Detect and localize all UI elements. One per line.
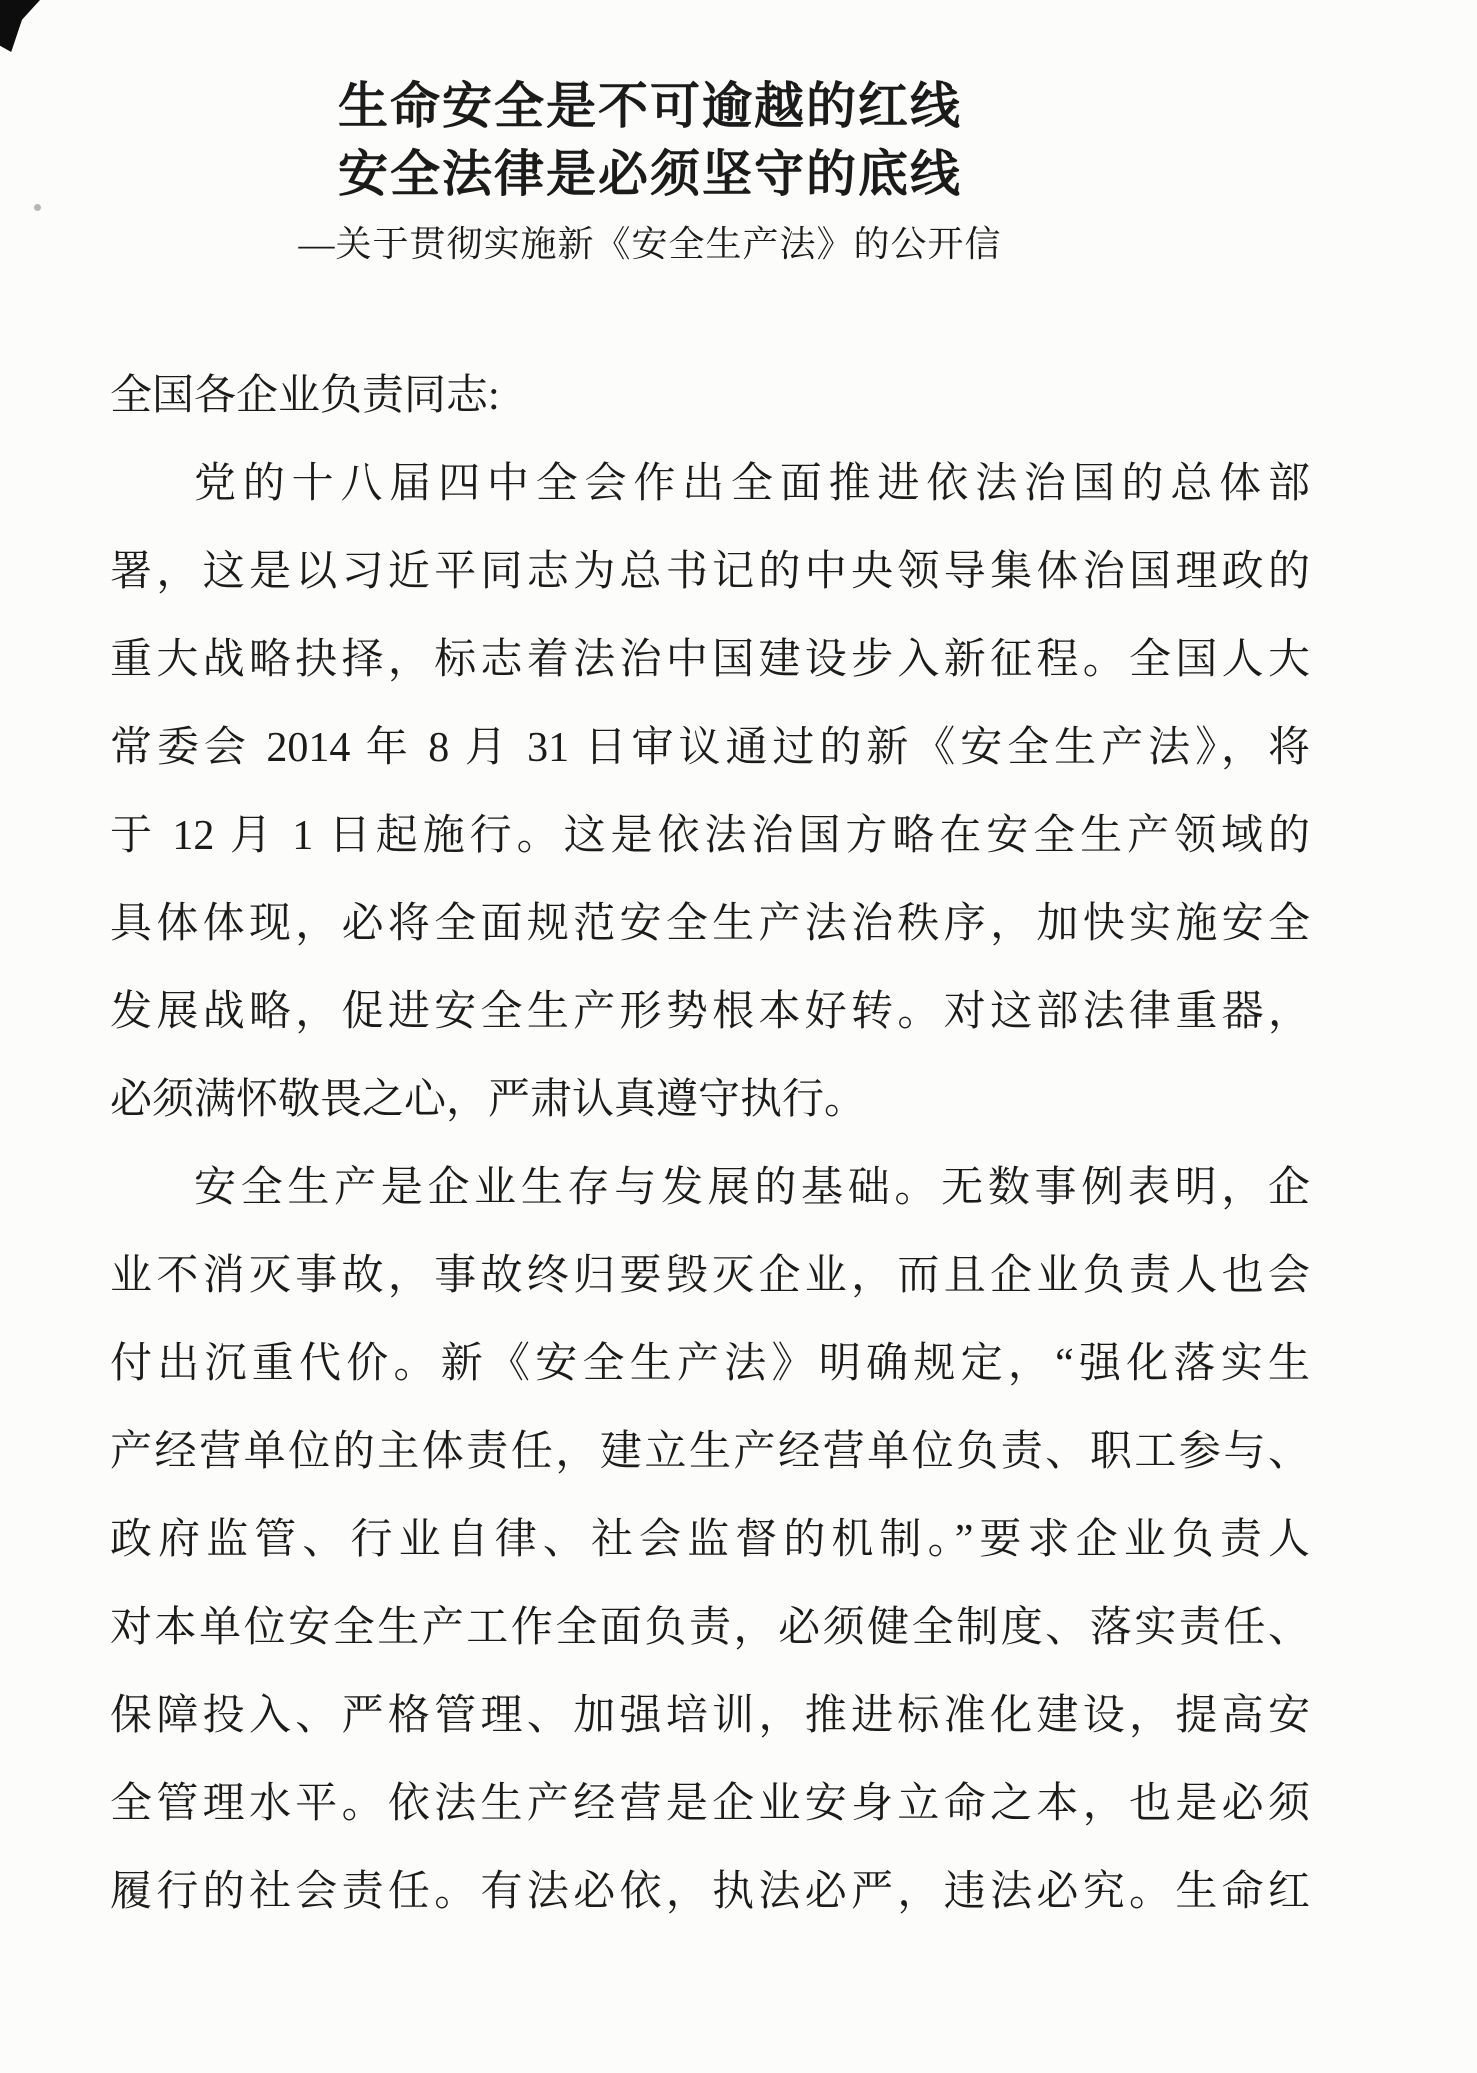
scan-artifact-corner: [0, 0, 40, 52]
body-line: 对本单位安全生产工作全面负责，必须健全制度、落实责任、: [110, 1605, 1310, 1651]
body-line: 常委会 2014 年 8 月 31 日审议通过的新《安全生产法》，将: [110, 725, 1310, 771]
paragraph-2: [110, 1144, 1310, 1936]
body-line: 政府监管、行业自律、社会监督的机制。”要求企业负责人: [110, 1517, 1310, 1563]
body-line: 必须满怀敬畏之心，严肃认真遵守执行。: [110, 1077, 867, 1123]
document-content: [110, 72, 1310, 1936]
paragraph-1: [110, 440, 1310, 1144]
document-title-line-2: 安全法律是必须坚守的底线: [338, 146, 962, 202]
body-line: 于 12 月 1 日起施行。这是依法治国方略在安全生产领域的: [110, 813, 1310, 859]
body-line: 业不消灭事故，事故终归要毁灭企业，而且企业负责人也会: [110, 1253, 1310, 1299]
body-line: 付出沉重代价。新《安全生产法》明确规定，“强化落实生: [110, 1341, 1310, 1387]
body-line: 署，这是以习近平同志为总书记的中央领导集体治国理政的: [110, 549, 1310, 595]
body-line: 重大战略抉择，标志着法治中国建设步入新征程。全国人大: [110, 637, 1310, 683]
scan-artifact-speck: [34, 204, 41, 211]
document-subtitle: —关于贯彻实施新《安全生产法》的公开信: [298, 224, 1002, 264]
body-line: 全管理水平。依法生产经营是企业安身立命之本，也是必须: [110, 1781, 1310, 1827]
salutation: 全国各企业负责同志:: [110, 373, 500, 419]
document-title-line-1: 生命安全是不可逾越的红线: [338, 78, 962, 134]
body-line: 产经营单位的主体责任，建立生产经营单位负责、职工参与、: [110, 1429, 1310, 1475]
body-line: 安全生产是企业生存与发展的基础。无数事例表明，企: [194, 1165, 1310, 1211]
body-line: 党的十八届四中全会作出全面推进依法治国的总体部: [194, 461, 1310, 507]
body-line: 保障投入、严格管理、加强培训，推进标准化建设，提高安: [110, 1693, 1310, 1739]
body-line: 发展战略，促进安全生产形势根本好转。对这部法律重器，: [110, 989, 1310, 1035]
body-line: 履行的社会责任。有法必依，执法必严，违法必究。生命红: [110, 1869, 1310, 1915]
document-title-block: [110, 72, 1190, 272]
body-line: 具体体现，必将全面规范安全生产法治秩序，加快实施安全: [110, 901, 1310, 947]
